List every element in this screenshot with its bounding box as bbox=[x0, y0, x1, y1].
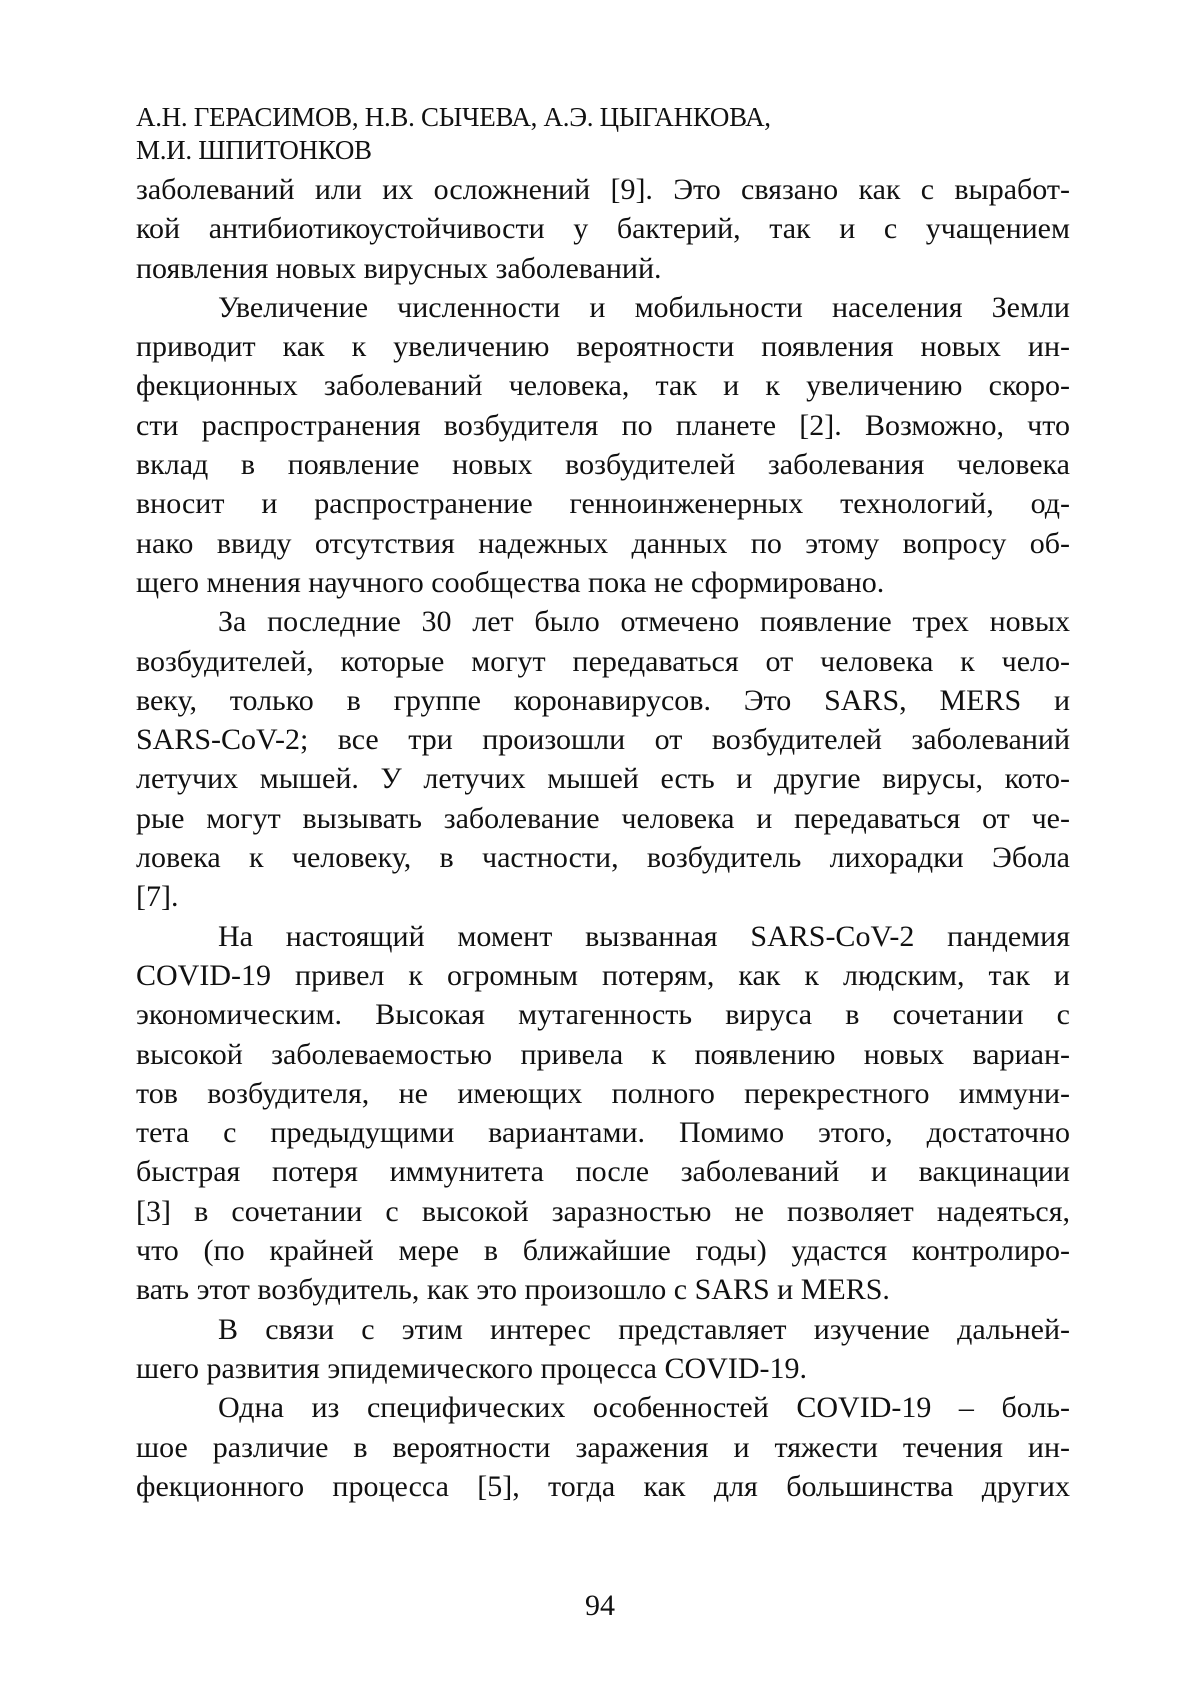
text-line: нако ввиду отсутствия надежных данных по этому вопросу об- bbox=[136, 526, 1070, 560]
text-line: В связи с этим интерес представляет изучение дальней- bbox=[218, 1312, 1070, 1346]
text-line: появления новых вирусных заболеваний. bbox=[136, 251, 662, 285]
text-line: На настоящий момент вызванная SARS-CoV-2 пандемия bbox=[218, 919, 1070, 953]
text-line: рые могут вызывать заболевание человека и передаваться от че- bbox=[136, 801, 1070, 835]
text-line: что (по крайней мере в ближайшие годы) удастся контролиро- bbox=[136, 1234, 1070, 1268]
text-line: [3] в сочетании с высокой заразностью не позволяет надеяться, bbox=[136, 1194, 1070, 1228]
text-line: SARS-CoV-2; все три произошли от возбудителей заболеваний bbox=[136, 723, 1070, 757]
text-line: высокой заболеваемостью привела к появлению новых вариан- bbox=[136, 1037, 1070, 1071]
text-line: ловека к человеку, в частности, возбудитель лихорадки Эбола bbox=[136, 841, 1070, 875]
text-line: заболеваний или их осложнений [9]. Это связано как с выработ- bbox=[136, 173, 1070, 206]
text-line: веку, только в группе коронавирусов. Это SARS, MERS и bbox=[136, 683, 1070, 717]
text-line: фекционных заболеваний человека, так и к увеличению скоро- bbox=[136, 369, 1070, 403]
header-authors-line-2: М.И. ШПИТОНКОВ bbox=[136, 135, 372, 165]
page-number: 94 bbox=[585, 1589, 615, 1622]
text-line: шое различие в вероятности заражения и тяжести течения ин- bbox=[136, 1430, 1070, 1464]
running-header bbox=[136, 101, 1076, 167]
text-line: вать этот возбудитель, как это произошло с SARS и MERS. bbox=[136, 1273, 890, 1307]
text-line: тета с предыдущими вариантами. Помимо этого, достаточно bbox=[136, 1116, 1070, 1150]
text-line: кой антибиотикоустойчивости у бактерий, так и с учащением bbox=[136, 212, 1070, 246]
text-line: вносит и распространение генноинженерных технологий, од- bbox=[136, 487, 1070, 521]
text-line: быстрая потеря иммунитета после заболеваний и вакцинации bbox=[136, 1155, 1070, 1189]
text-line: COVID-19 привел к огромным потерям, как к людским, так и bbox=[136, 958, 1070, 992]
body-text bbox=[136, 170, 1070, 1506]
text-line: Увеличение численности и мобильности населения Земли bbox=[218, 290, 1070, 324]
text-line: возбудителей, которые могут передаваться от человека к чело- bbox=[136, 644, 1070, 678]
text-line: Одна из специфических особенностей COVID-19 – боль- bbox=[218, 1391, 1070, 1425]
text-line: приводит как к увеличению вероятности появления новых ин- bbox=[136, 330, 1070, 364]
text-line: вклад в появление новых возбудителей заболевания человека bbox=[136, 448, 1070, 482]
text-line: экономическим. Высокая мутагенность вируса в сочетании с bbox=[136, 998, 1070, 1032]
text-line: [7]. bbox=[136, 880, 179, 914]
text-line: сти распространения возбудителя по планете [2]. Возможно, что bbox=[136, 408, 1070, 442]
text-line: щего мнения научного сообщества пока не сформировано. bbox=[136, 565, 885, 599]
text-line: За последние 30 лет было отмечено появление трех новых bbox=[218, 605, 1070, 639]
text-line: тов возбудителя, не имеющих полного перекрестного иммуни- bbox=[136, 1076, 1070, 1110]
text-line: фекционного процесса [5], тогда как для большинства других bbox=[136, 1469, 1070, 1503]
text-line: летучих мышей. У летучих мышей есть и другие вирусы, кото- bbox=[136, 762, 1070, 796]
header-authors-line-1: А.Н. ГЕРАСИМОВ, Н.В. СЫЧЕВА, А.Э. ЦЫГАНКОВА, bbox=[136, 102, 771, 132]
text-line: шего развития эпидемического процесса COVID-19. bbox=[136, 1351, 807, 1385]
